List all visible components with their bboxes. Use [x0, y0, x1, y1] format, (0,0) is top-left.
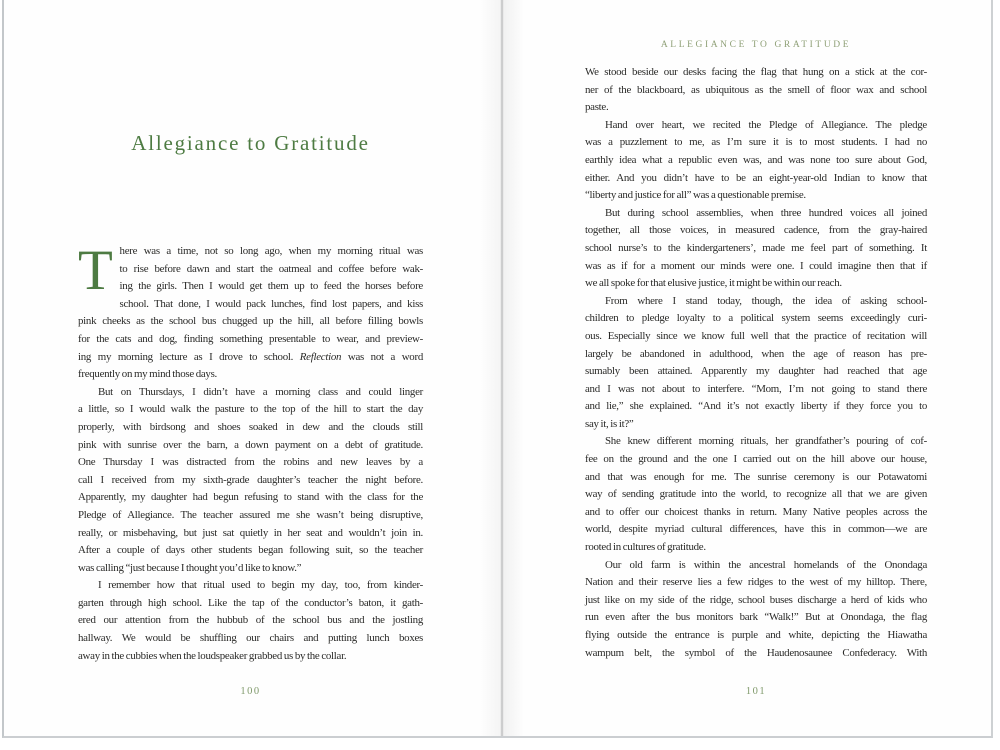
text-line: “liberty and justice for all” was a questionable premise.: [585, 189, 806, 202]
text-line: earthly idea what a republic even was, and was none too sure about God,: [585, 153, 927, 166]
text-line: She knew different morning rituals, her grandfather’s pouring of cof-: [605, 435, 927, 448]
text-line: garten through high school. Like the tap of the conductor’s baton, it gath-: [78, 596, 423, 609]
text-line: flying outside the entrance is purple and white, depicting the Hiawatha: [585, 629, 927, 641]
text-line: together, all those voices, in measured cadence, from the gray-haired: [585, 224, 927, 237]
text-line: ous. Especially since we know full well that the practice of recitation will: [585, 329, 927, 342]
paragraph: [585, 117, 927, 205]
text-line: just like on my side of the ridge, school buses discharge a herd of kids who: [585, 593, 927, 606]
text-line: I remember how that ritual used to begin my day, too, from kinder-: [98, 579, 423, 592]
text-line: But during school assemblies, when three hundred voices all joined: [605, 206, 927, 219]
text-line: wampum belt, the symbol of the Haudenosaunee Confederacy. With: [585, 646, 927, 659]
text-line: either. And you didn’t have to be an eight-year-old Indian to know that: [585, 171, 927, 184]
paragraph: [585, 433, 927, 556]
text-line: One Thursday I was distracted from the robins and new leaves by a: [78, 456, 423, 469]
right-page-body: [585, 64, 927, 662]
text-line: largely be abandoned in adulthood, when the age of reason has pre-: [585, 347, 927, 360]
book-spread: [2, 0, 993, 738]
page-number-left: 100: [240, 686, 261, 697]
text-line: was a puzzlement to me, as I’m sure it is to most students. I had no: [585, 136, 927, 149]
page-number-right: 101: [745, 686, 767, 697]
text-line: and I was not about to interfere. “Mom, I’m not going to stand there: [585, 382, 927, 395]
text-line: here was a time, not so long ago, when my morning ritual was: [119, 245, 423, 257]
text-line: away in the cubbies when the loudspeaker grabbed us by the collar.: [78, 649, 347, 662]
left-page: [78, 0, 423, 736]
text-line: school nurse’s to the kindergarteners’, made me feel part of something. It: [585, 241, 927, 254]
text-line: After a couple of days other students began following suit, so the teacher: [78, 544, 423, 557]
paragraph: [585, 557, 927, 663]
page-gutter: [480, 0, 524, 736]
text-line: ner of the blackboard, as ubiquitous as the smell of floor wax and school: [585, 83, 927, 96]
text-line: fee on the ground and the one I carried out on the hill above our house,: [585, 453, 927, 466]
text-line: we all spoke for that elusive justice, it might be within our reach.: [585, 277, 842, 290]
text-line: a little, so I would walk the pasture to the top of the hill to start the day: [78, 403, 423, 416]
text-line: Hand over heart, we recited the Pledge of Allegiance. The pledge: [605, 118, 927, 131]
drop-cap: T: [78, 239, 113, 302]
text-line: Pledge of Allegiance. The teacher assured me she wasn’t being disruptive,: [78, 508, 423, 521]
text-line: ered our attention from the hubbub of the school bus and the jostling: [78, 614, 423, 627]
text-line: for the cats and dog, finding something presentable to wear, and preview-: [78, 332, 423, 345]
paragraph: [585, 205, 927, 293]
text-line: hallway. We would be shuffling our chairs and putting lunch boxes: [78, 632, 423, 645]
text-line: rooted in cultures of gratitude.: [585, 541, 706, 554]
text-line: ing the girls. Then I would get them up to feed the horses before: [119, 280, 423, 293]
text-line: properly, with birdsong and shoes soaked in dew and the clouds still: [78, 420, 423, 433]
text-line: paste.: [585, 101, 609, 114]
text-line: call I received from my sixth-grade daughter’s teacher the night before.: [78, 473, 423, 486]
text-line: But on Thursdays, I didn’t have a morning class and could linger: [98, 385, 423, 398]
text-line: ing my morning lecture as I drove to school. Reflection was not a word: [78, 350, 423, 363]
text-line: We stood beside our desks facing the flag that hung on a stick at the cor-: [585, 66, 927, 78]
text-line: world, despite myriad cultural differences, have this in common—we are: [585, 523, 927, 536]
text-line: pink with sunrise over the barn, a down payment on a debt of gratitude.: [78, 438, 423, 451]
text-line: run even after the bus monitors bark “Walk!” But at Onondaga, the flag: [585, 611, 927, 624]
text-line: From where I stand today, though, the idea of asking school-: [605, 294, 927, 307]
text-line: to rise before dawn and start the oatmeal and coffee before wak-: [119, 262, 423, 275]
right-page: [585, 0, 927, 736]
paragraph: [78, 577, 423, 665]
chapter-title: Allegiance to Gratitude: [131, 131, 370, 155]
text-line: pink cheeks as the school bus chugged up the hill, all before filling bowls: [78, 315, 423, 328]
text-line: really, or misbehaving, but just sat quietly in her seat and wouldn’t join in.: [78, 526, 423, 539]
text-line: Apparently, my daughter had begun refusing to stand with the class for the: [78, 491, 423, 504]
text-line: was as if for a moment our minds were one. I could imagine then that if: [585, 259, 927, 272]
paragraph: [585, 64, 927, 117]
text-line: Our old farm is within the ancestral homelands of the Onondaga: [605, 558, 927, 571]
text-line: school. That done, I would pack lunches, find lost papers, and kiss: [119, 297, 423, 310]
paragraph: [585, 293, 927, 434]
running-head: ALLEGIANCE TO GRATITUDE: [660, 40, 852, 50]
text-line: children to pledge loyalty to a political system seems exceedingly curi-: [585, 312, 927, 325]
text-line: Nation and their reserve lies a few ridges to the west of my hilltop. There,: [585, 576, 927, 589]
text-line: frequently on my mind those days.: [78, 368, 217, 381]
text-line: and that was enough for me. The sunrise ceremony is our Potawatomi: [585, 470, 927, 483]
text-line: and to offer our choicest thanks in return. Many Native peoples across the: [585, 505, 927, 518]
text-line: and lie,” she explained. “And it’s not exactly liberty if they force you to: [585, 400, 927, 413]
text-line: was calling “just because I thought you’d like to know.”: [78, 561, 302, 574]
paragraph: [78, 239, 423, 384]
left-page-body: [78, 239, 423, 665]
text-line: way of sending gratitude into the world, to recognize all that we are given: [585, 488, 927, 501]
paragraph: [78, 384, 423, 578]
text-line: say it, is it?”: [585, 417, 634, 430]
text-line: sumably been attained. Apparently my daughter had reached that age: [585, 365, 927, 378]
